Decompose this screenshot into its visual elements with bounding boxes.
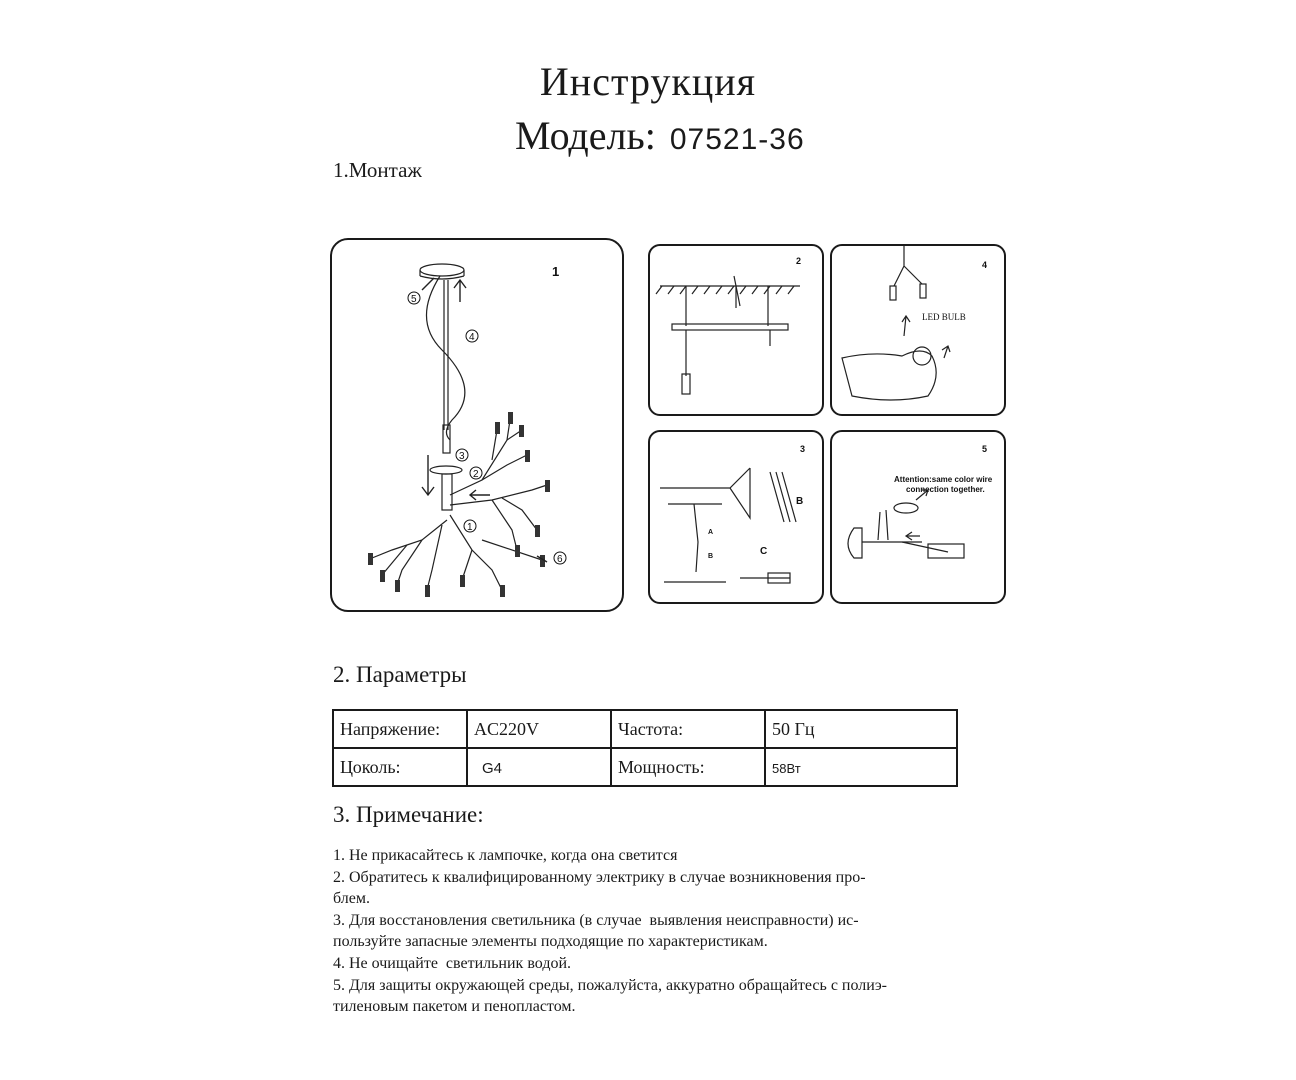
- callout-2: 2: [473, 469, 479, 480]
- note-line: 3. Для восстановления светильника (в случае выявления неисправности) ис-: [333, 911, 859, 929]
- model-line: [515, 112, 805, 159]
- assembly-panel-4: [830, 244, 1006, 416]
- callout-6: 6: [557, 554, 563, 565]
- attention-note-line1: Attention:same color wire: [894, 475, 993, 484]
- panel-number-4: 4: [982, 260, 988, 270]
- note-line: пользуйте запасные элементы подходящие по характеристикам.: [333, 933, 768, 951]
- callout-3: 3: [459, 451, 465, 462]
- note-line: 1. Не прикасайтесь к лампочке, когда она светится: [333, 847, 678, 864]
- chandelier-illustration: [332, 240, 622, 610]
- param-value: AC220V: [467, 710, 611, 748]
- callout-1: 1: [467, 522, 473, 533]
- assembly-panel-3: [648, 430, 824, 604]
- param-label: Частота:: [611, 710, 765, 748]
- note-line: 4. Не очищайте светильник водой.: [333, 954, 572, 972]
- led-bulb-label: LED BULB: [922, 312, 966, 322]
- param-label: Мощность:: [611, 748, 765, 786]
- section-title-parameters: 2. Параметры: [333, 662, 467, 687]
- ceiling-bracket-illustration: [650, 246, 822, 414]
- notes-list: [333, 845, 973, 1018]
- section-title-notes: 3. Примечание:: [333, 802, 484, 827]
- param-value: 50 Гц: [765, 710, 957, 748]
- assembly-panel-1: [330, 238, 624, 612]
- label-c: C: [760, 546, 768, 557]
- param-value: G4: [482, 759, 503, 777]
- wire-connection-illustration: [832, 432, 1004, 602]
- parameters-table: [332, 709, 958, 787]
- model-code: 07521-36: [669, 123, 805, 156]
- label-b-small: B: [708, 553, 714, 560]
- callout-5: 5: [411, 294, 417, 305]
- attention-note-line2: connection together.: [906, 485, 985, 494]
- table-row: [333, 748, 957, 786]
- panel-number-5: 5: [982, 444, 988, 454]
- param-label: Напряжение:: [333, 710, 467, 748]
- panel-number-2: 2: [796, 256, 802, 266]
- note-line: блем.: [333, 890, 370, 908]
- note-line: тиленовым пакетом и пенопластом.: [333, 998, 576, 1016]
- assembly-panel-2: [648, 244, 824, 416]
- table-row: [333, 710, 957, 748]
- callout-4: 4: [469, 332, 475, 343]
- note-line: 5. Для защиты окружающей среды, пожалуйста, аккуратно обращайтесь с полиэ-: [333, 976, 888, 994]
- wiring-illustration: [650, 432, 822, 602]
- param-label: Цоколь:: [333, 748, 467, 786]
- label-b: B: [796, 496, 804, 507]
- label-a: A: [708, 529, 714, 536]
- note-line: 2. Обратитесь к квалифицированному электрику в случае возникновения про-: [333, 868, 866, 886]
- bulb-install-illustration: [832, 246, 1004, 414]
- section-title-mounting: 1.Монтаж: [333, 158, 422, 182]
- param-value: 58Вт: [772, 760, 801, 776]
- panel-number-3: 3: [800, 444, 806, 454]
- page-title: Инструкция: [539, 59, 757, 104]
- panel-number-1: 1: [552, 264, 560, 279]
- assembly-panel-5: [830, 430, 1006, 604]
- model-label: Модель:: [515, 113, 656, 158]
